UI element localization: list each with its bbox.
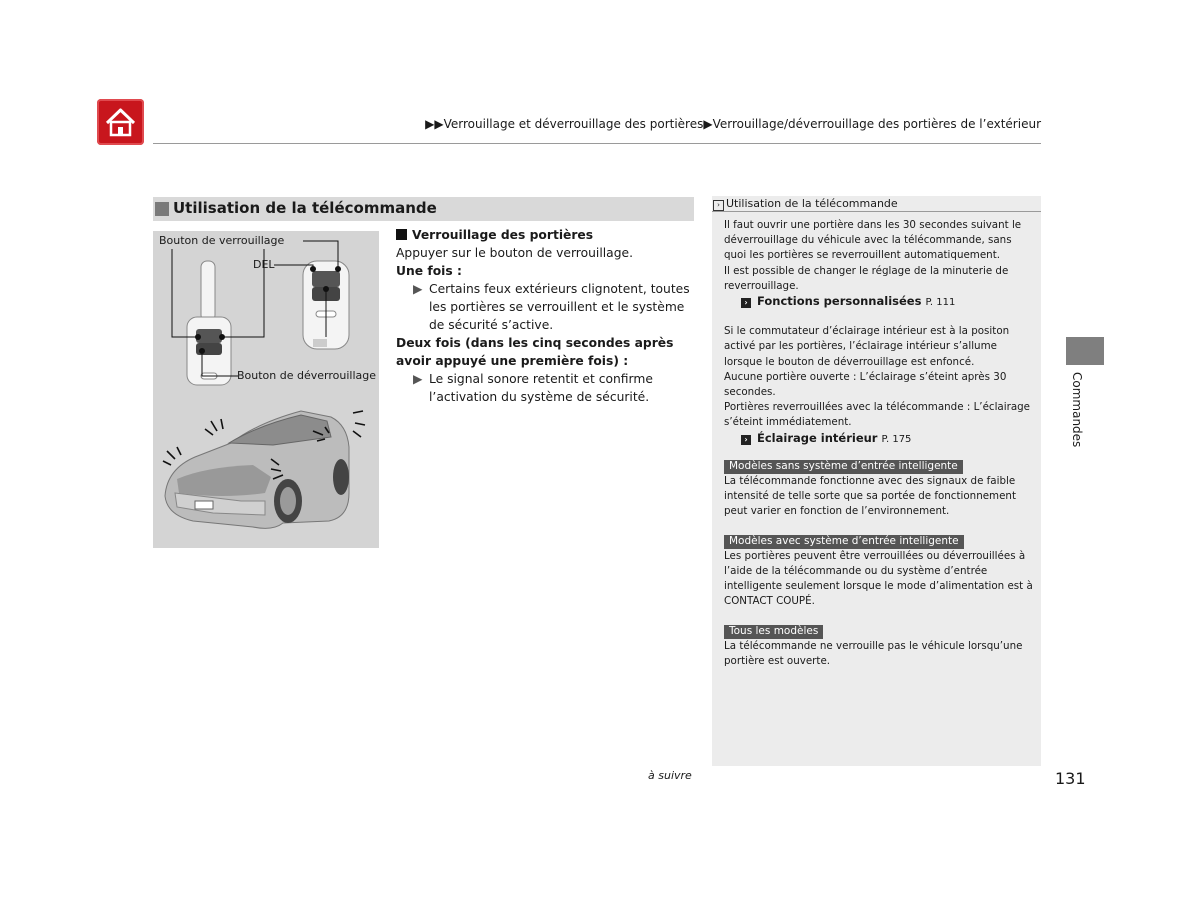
sidebar-paragraph: Aucune portière ouverte : L’éclairage s’éteint après 30 secondes. — [724, 370, 1007, 399]
twice-item — [396, 370, 696, 406]
section-square-icon — [155, 202, 169, 216]
remote-figure — [153, 231, 379, 548]
sidebar-body — [724, 218, 1034, 669]
reference-arrow-icon: › — [741, 298, 751, 308]
breadcrumb[interactable]: ▶▶Verrouillage et déverrouillage des portières▶Verrouillage/déverrouillage des portières de l’extérieur — [425, 117, 1041, 131]
sidebar-paragraph: Il faut ouvrir une portière dans les 30 secondes suivant le déverrouillage du véhicule avec la télécommande, sans quoi les portières se reverrouillent automatiquement. — [724, 219, 1022, 262]
intro-text: Appuyer sur le bouton de verrouillage. — [396, 246, 633, 260]
lock-button-label: Bouton de verrouillage — [159, 234, 285, 247]
section-title: Utilisation de la télécommande — [173, 199, 437, 217]
model-tag: Modèles avec système d’entrée intelligente — [724, 535, 964, 549]
page-number: 131 — [1055, 769, 1086, 788]
subsection-heading — [396, 226, 696, 244]
ref-label[interactable]: Éclairage intérieur — [757, 430, 878, 445]
model-tag: Tous les modèles — [724, 625, 823, 639]
once-item — [396, 280, 696, 334]
sidebar-paragraph: La télécommande fonctionne avec des signaux de faible intensité de telle sorte que sa portée de fonctionnement peut varier en fonction de l’environnement. — [724, 475, 1016, 518]
reference-arrow-icon: › — [741, 435, 751, 445]
ref-label[interactable]: Fonctions personnalisées — [757, 294, 922, 309]
sidebar-paragraph: Portières reverrouillées avec la télécommande : L’éclairage s’éteint immédiatement. — [724, 401, 1031, 429]
chapter-tab-label[interactable]: Commandes — [1070, 372, 1084, 448]
sidebar-notes — [712, 196, 1041, 766]
ref-page[interactable]: P. 175 — [881, 433, 912, 445]
header-divider — [153, 143, 1041, 144]
sidebar-paragraph: Il est possible de changer le réglage de la minuterie de reverrouillage. — [724, 264, 1009, 292]
heading-square-icon — [396, 229, 407, 240]
sidebar-heading-text: Utilisation de la télécommande — [726, 197, 898, 210]
ref-page[interactable]: P. 111 — [925, 297, 956, 309]
sidebar-paragraph: La télécommande ne verrouille pas le véhicule lorsqu’une portière est ouverte. — [724, 639, 1023, 668]
chapter-tab-marker[interactable] — [1066, 337, 1104, 365]
continued-note: à suivre — [648, 769, 692, 782]
ref-interior-lights[interactable] — [724, 431, 1034, 447]
bullet-arrow-icon: ▶ — [413, 372, 423, 386]
led-label: DEL — [253, 258, 275, 271]
sidebar-paragraph: Si le commutateur d’éclairage intérieur est à la positon activé par les portières, l’éclairage intérieur s’allume lorsque le bouton de déverrouillage est enfoncé. — [724, 325, 1010, 368]
twice-label: Deux fois (dans les cinq secondes après avoir appuyé une première fois) : — [396, 336, 674, 368]
sidebar-heading — [712, 196, 1041, 212]
section-title-bar — [153, 197, 694, 221]
twice-text: Le signal sonore retentit et confirme l’activation du système de sécurité. — [429, 372, 653, 404]
home-icon[interactable] — [97, 99, 144, 145]
ref-custom-features[interactable] — [724, 294, 1034, 310]
unlock-button-label: Bouton de déverrouillage — [237, 369, 377, 382]
bullet-arrow-icon: ▶ — [413, 282, 423, 296]
once-text: Certains feux extérieurs clignotent, toutes les portières se verrouillent et le système de sécurité s’active. — [429, 282, 690, 332]
once-label: Une fois : — [396, 264, 462, 278]
remote-and-car-illustration — [153, 231, 379, 548]
model-tag: Modèles sans système d’entrée intelligente — [724, 460, 963, 474]
note-arrow-icon: › — [713, 200, 724, 211]
subsection-heading-text: Verrouillage des portières — [412, 228, 594, 242]
sidebar-paragraph: Les portières peuvent être verrouillées ou déverrouillées à l’aide de la télécommande ou du système d’entrée intelligente seulement lorsque le mode d’alimentation est à CONTACT COUPÉ. — [724, 549, 1033, 608]
main-text — [396, 226, 696, 406]
